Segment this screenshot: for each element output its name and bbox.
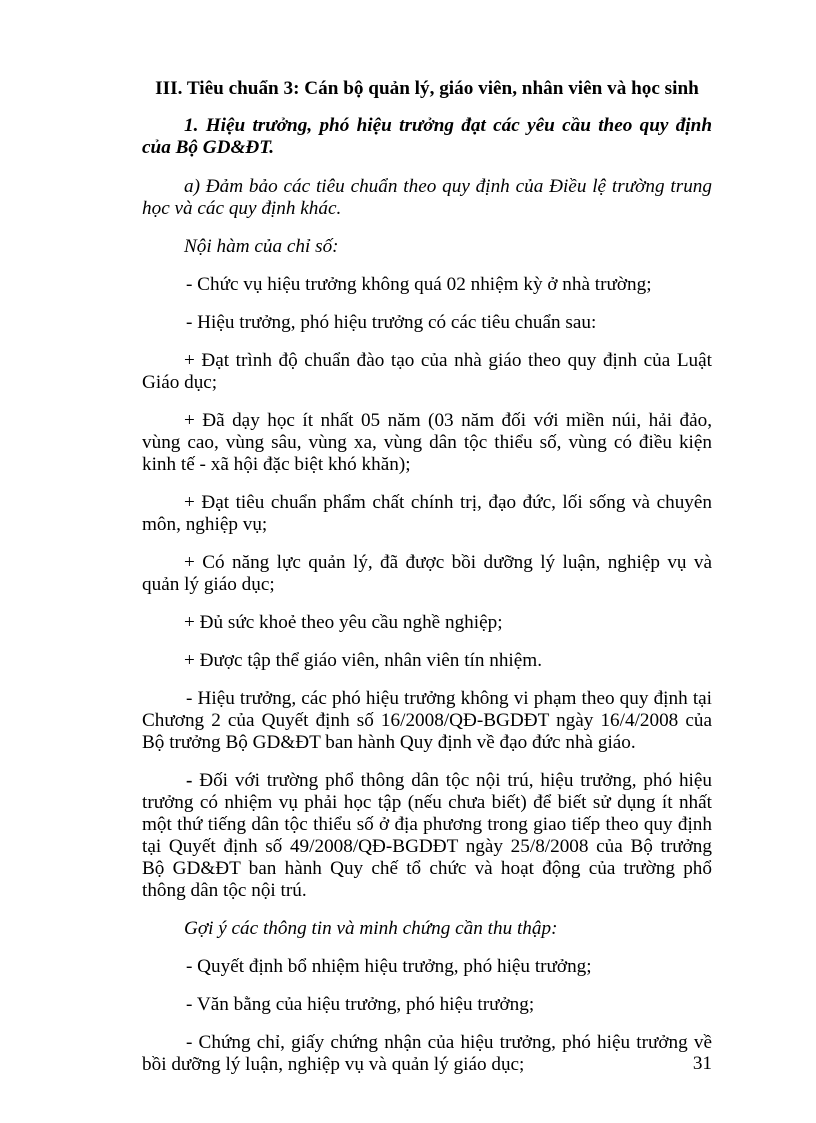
list-item: + Đã dạy học ít nhất 05 năm (03 năm đối với miền núi, hải đảo, vùng cao, vùng sâu, vùng xa, vùng dân tộc thiểu số, vùng có điều kiện kinh tế - xã hội đặc biệt khó khăn); [142, 410, 712, 475]
dtnt-text: Đối với trường phổ thông dân tộc nội trú, hiệu trưởng, phó hiệu trưởng có nhiệm vụ phải học tập (nếu chưa biết) để biết sử dụng ít nhất một thứ tiếng dân tộc thiểu số ở địa phương trong giao tiếp theo quy định tại Quyết định số 49/2008/QĐ-BGDĐT ngày 25/8/2008 của Bộ trưởng Bộ GD&ĐT ban hành Quy chế tổ chức và hoạt động của trường phổ thông dân tộc nội trú. [142, 770, 712, 901]
list-item: - Hiệu trưởng, các phó hiệu trưởng không vi phạm theo quy định tại Chương 2 của Quyết định số 16/2008/QĐ-BGDĐT ngày 16/4/2008 của Bộ trưởng Bộ GD&ĐT ban hành Quy định về đạo đức nhà giáo. [142, 688, 712, 753]
list-item: + Đạt tiêu chuẩn phẩm chất chính trị, đạo đức, lối sống và chuyên môn, nghiệp vụ; [142, 492, 712, 535]
criterion-subheading: 1. Hiệu trưởng, phó hiệu trưởng đạt các yêu cầu theo quy định của Bộ GD&ĐT. [142, 115, 712, 158]
list-item: - Hiệu trưởng, phó hiệu trưởng có các tiêu chuẩn sau: [186, 312, 597, 333]
page-number: 31 [692, 1053, 712, 1074]
list-item: - Văn bằng của hiệu trưởng, phó hiệu trưởng; [186, 994, 535, 1015]
list-item: - Chứng chỉ, giấy chứng nhận của hiệu trưởng, phó hiệu trưởng về bồi dưỡng lý luận, nghiệp vụ và quản lý giáo dục; [142, 1032, 712, 1075]
paragraph-a: a) Đảm bảo các tiêu chuẩn theo quy định của Điều lệ trường trung học và các quy định khác. [142, 176, 712, 219]
list-item: + Đạt trình độ chuẩn đào tạo của nhà giáo theo quy định của Luật Giáo dục; [142, 350, 712, 393]
list-item-dtnt [142, 770, 712, 902]
dash-marker: - [186, 770, 193, 791]
list-item: - Quyết định bổ nhiệm hiệu trưởng, phó hiệu trưởng; [186, 956, 592, 977]
list-item: + Có năng lực quản lý, đã được bồi dưỡng lý luận, nghiệp vụ và quản lý giáo dục; [142, 552, 712, 595]
list-item: - Chức vụ hiệu trưởng không quá 02 nhiệm kỳ ở nhà trường; [186, 274, 652, 295]
document-page [142, 78, 712, 1092]
list-item: + Đủ sức khoẻ theo yêu cầu nghề nghiệp; [184, 612, 503, 633]
content-label: Nội hàm của chỉ số: [184, 236, 339, 257]
list-item: + Được tập thể giáo viên, nhân viên tín nhiệm. [184, 650, 543, 671]
section-heading: III. Tiêu chuẩn 3: Cán bộ quản lý, giáo viên, nhân viên và học sinh [155, 78, 699, 99]
evidence-label: Gợi ý các thông tin và minh chứng cần thu thập: [184, 918, 558, 939]
